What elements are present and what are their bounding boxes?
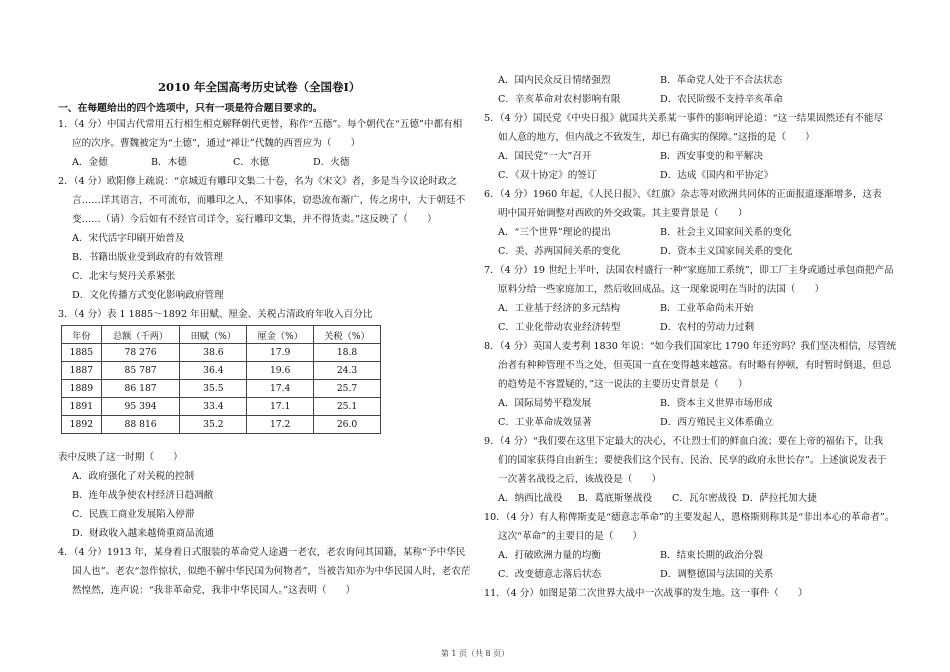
question-9-option-a: A．纳西比战役 — [498, 493, 563, 504]
question-2-option-d: D．文化传播方式变化影响政府管理 — [72, 290, 224, 301]
question-2-option-a: A．宋代活字印刷开始普及 — [72, 233, 185, 244]
question-8-line-1: 8．（4 分）英国人麦考利 1830 年说：“如今我们国家比 1790 年还穷吗？我们坚决相信，尽管统 — [484, 341, 897, 352]
question-5-option-c: C．《双十协定》的签订 — [498, 170, 597, 181]
table-header: 厘金（%） — [247, 326, 314, 344]
table-cell: 88 816 — [101, 416, 180, 434]
question-5-option-a: A．国民党“一大”召开 — [498, 151, 592, 162]
question-7-line-1: 7．（4 分）19 世纪上半叶，法国农村盛行一种“家庭加工系统”，即工厂主身或通过承包商把产品 — [484, 265, 894, 276]
question-5-option-b: B．西安事变的和平解决 — [660, 151, 763, 162]
question-2-option-b: B．书籍出版业受到政府的有效管理 — [72, 252, 223, 263]
question-4-option-c: C．辛亥革命对农村影响有限 — [498, 94, 621, 105]
question-9-option-c: C．瓦尔密战役 — [672, 493, 737, 504]
question-9-line-1: 9．（4 分）“我们要在这里下定最大的决心，不让烈士们的鲜血白流；要在上帝的福佑下，让我 — [484, 436, 884, 447]
question-8-option-c: C．工业革命成效显著 — [498, 417, 592, 428]
question-8-line-3: 的趋势是不容置疑的，”这一说法的主要历史背景是（ ） — [498, 379, 748, 390]
question-8-option-d: D．西方殖民主义体系确立 — [660, 417, 774, 428]
question-1-option-b: B．木德 — [151, 157, 187, 168]
question-3-option-a: A．政府强化了对关税的控制 — [72, 471, 195, 482]
table-header-row — [62, 326, 381, 344]
question-2-option-c: C．北宋与契丹关系紧张 — [72, 271, 176, 282]
question-7-option-c: C．工业化带动农业经济转型 — [498, 322, 621, 333]
question-9-option-d: D．萨拉托加大捷 — [742, 493, 817, 504]
question-3-option-b: B．连年战争使农村经济日趋凋敝 — [72, 490, 214, 501]
question-10-option-b: B．结束长期的政治分裂 — [660, 550, 763, 561]
table-cell: 1891 — [62, 398, 102, 416]
question-1-option-a: A．金德 — [72, 157, 108, 168]
table-cell: 33.4 — [180, 398, 247, 416]
table-row — [62, 398, 381, 416]
section-heading: 一、在每题给出的四个选项中，只有一项是符合题目要求的。 — [58, 103, 323, 114]
question-3-option-d: D．财政收入越来越倚重商品流通 — [72, 528, 215, 539]
table-cell: 35.2 — [180, 416, 247, 434]
question-1-line-2: 应的次序。曹魏被定为“土德”，通过“禅让”代魏的西晋应为（ ） — [72, 138, 361, 149]
question-3-after: 表中反映了这一时期（ ） — [58, 452, 183, 463]
question-10-line-1: 10．（4 分）有人称俾斯麦是“德意志革命”的主要发起人，恩格斯则称其是“非出本心的革命者”。 — [484, 512, 895, 523]
question-2-line-2: 言……详其语言，不可流布，而雕印之人，不知事体，窃恐流布渐广，传之虏中，大于朝廷不 — [72, 195, 466, 206]
table-cell: 35.5 — [180, 380, 247, 398]
question-2-line-1: 2．（4 分）欧阳修上疏说：“京城近有雕印文集二十卷，名为《宋文》者，多是当今议论时政之 — [58, 176, 458, 187]
table-header: 关税（%） — [314, 326, 381, 344]
table-cell: 1887 — [62, 362, 102, 380]
table-cell: 85 787 — [101, 362, 180, 380]
table-cell: 86 187 — [101, 380, 180, 398]
table-cell: 17.1 — [247, 398, 314, 416]
table-cell: 25.1 — [314, 398, 381, 416]
question-6-line-1: 6．（4 分）1960 年起，《人民日报》、《红旗》杂志等对欧洲共同体的正面报道逐渐增多，这表 — [484, 189, 882, 200]
question-5-line-1: 5．（4 分）国民党《中央日报》就国共关系某一事件的影响评论道：“这一结果固然还有不能尽 — [484, 113, 884, 124]
page-title: 2010 年全国高考历史试卷（全国卷Ⅰ） — [158, 80, 361, 94]
revenue-table — [61, 325, 381, 434]
table-cell: 78 276 — [101, 344, 180, 362]
table-cell: 25.7 — [314, 380, 381, 398]
question-10-option-d: D．调整德国与法国的关系 — [660, 569, 774, 580]
question-3-intro: 3．（4 分）表 1 1885～1892 年田赋、厘金、关税占清政府年收入百分比 — [58, 309, 373, 320]
question-4-line-1: 4．（4 分）1913 年，某身着日式服装的革命党人途遇一老农，老农询问其国籍，某称“予中华民 — [58, 547, 466, 558]
question-4-line-2: 国人也”。老农“忽作惊状，似绝不解中华民国为何物者”，当被告知亦为中华民国人时，老农茫 — [72, 566, 471, 577]
table-row — [62, 344, 381, 362]
question-3-option-c: C．民族工商业发展陷入停滞 — [72, 509, 195, 520]
table-header: 总额（千两） — [101, 326, 180, 344]
question-9-option-b: B．葛底斯堡战役 — [578, 493, 653, 504]
question-10-line-2: 这次“革命”的主要目的是（ ） — [498, 531, 643, 542]
question-1-line-1: 1．（4 分）中国古代常用五行相生相克解释朝代更替，称作“五德”。每个朝代在“五德”中都有相 — [58, 119, 463, 130]
question-8-option-a: A．国际局势平稳发展 — [498, 398, 592, 409]
question-7-option-a: A．工业基于经济的多元结构 — [498, 303, 621, 314]
question-9-line-3: 一次著名战役之后，该战役是（ ） — [498, 474, 662, 485]
question-8-line-2: 治者有种种管理不当之处，但英国一直在变得越来越富。有时略有停顿，有时暂时倒退，但总 — [498, 360, 892, 371]
table-row — [62, 416, 381, 434]
table-cell: 19.6 — [247, 362, 314, 380]
table-cell: 36.4 — [180, 362, 247, 380]
page-footer: 第 1 页（共 8 页） — [440, 649, 510, 658]
question-6-option-d: D．资本主义国家间关系的变化 — [660, 246, 793, 257]
table-cell: 1885 — [62, 344, 102, 362]
question-2-line-3: 变……（请）今后如有不经官司详令，妄行雕印文集，并不得货卖。”这反映了（ ） — [72, 214, 437, 225]
question-5-line-2: 如人意的地方，但内战之不致发生，却已有确实的保障。”这指的是（ ） — [498, 132, 815, 143]
table-cell: 17.2 — [247, 416, 314, 434]
table-cell: 1892 — [62, 416, 102, 434]
table-cell: 38.6 — [180, 344, 247, 362]
table-cell: 26.0 — [314, 416, 381, 434]
question-6-line-2: 明中国开始调整对西欧的外交政策。其主要背景是（ ） — [498, 208, 748, 219]
question-6-option-a: A．“三个世界”理论的提出 — [498, 227, 611, 238]
table-cell: 18.8 — [314, 344, 381, 362]
table-cell: 17.4 — [247, 380, 314, 398]
question-5-option-d: D．达成《国内和平协定》 — [660, 170, 774, 181]
question-4-line-3: 然惶然，连声说：“我非革命党，我非中华民国人。”这表明（ ） — [72, 585, 356, 596]
table-cell: 95 394 — [101, 398, 180, 416]
table-cell: 17.9 — [247, 344, 314, 362]
table-row — [62, 362, 381, 380]
table-row — [62, 380, 381, 398]
question-4-option-b: B．革命党人处于不合法状态 — [660, 75, 783, 86]
question-6-option-b: B．社会主义国家间关系的变化 — [660, 227, 792, 238]
question-4-option-d: D．农民阶级不支持辛亥革命 — [660, 94, 783, 105]
question-1-option-d: D．火德 — [313, 157, 350, 168]
question-6-option-c: C．美、苏两国间关系的变化 — [498, 246, 621, 257]
table-header: 年份 — [62, 326, 102, 344]
question-10-option-a: A．打破欧洲力量的均衡 — [498, 550, 601, 561]
table-header: 田赋（%） — [180, 326, 247, 344]
question-7-option-d: D．农村的劳动力过剩 — [660, 322, 755, 333]
question-7-option-b: B．工业革命尚未开始 — [660, 303, 754, 314]
table-cell: 24.3 — [314, 362, 381, 380]
question-8-option-b: B．资本主义世界市场形成 — [660, 398, 773, 409]
question-9-line-2: 们的国家获得自由新生；要使我们这个民有、民治、民享的政府永世长存”。上述演说发表于 — [498, 455, 887, 466]
question-1-option-c: C．水德 — [233, 157, 270, 168]
question-10-option-c: C．改变德意志落后状态 — [498, 569, 602, 580]
question-11-line-1: 11．（4 分）如图是第二次世界大战中一次战事的发生地。这一事件（ ） — [484, 588, 808, 599]
table-cell: 1889 — [62, 380, 102, 398]
question-4-option-a: A．国内民众反日情绪强烈 — [498, 75, 611, 86]
question-7-line-2: 原料分给一些家庭加工，然后收回成品。这一现象说明在当时的法国（ ） — [498, 284, 825, 295]
